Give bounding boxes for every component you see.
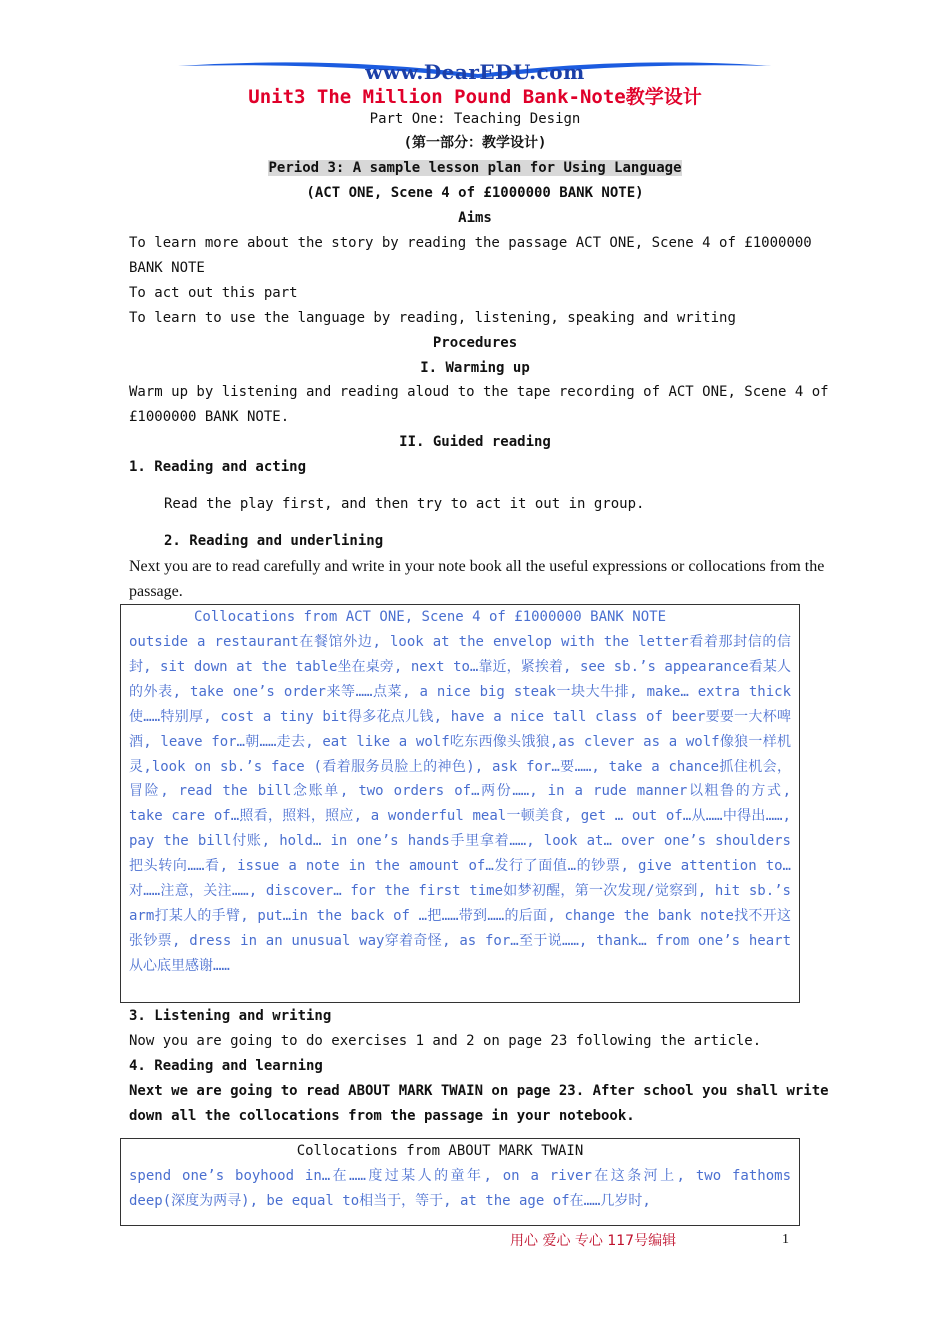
collocations-box-2 [120,1138,800,1226]
site-logo[interactable]: www.DearEDU.com [365,60,585,84]
aim-item: To learn more about the story by reading the passage ACT ONE, Scene 4 of £1000000 BANK NOTE [129,235,821,276]
box-1-title: Collocations from ACT ONE, Scene 4 of £1000000 BANK NOTE [193,609,666,625]
section-3-heading: 3. Listening and writing [129,1008,332,1024]
section-3-text: Now you are going to do exercises 1 and 2 on page 23 following the article. [129,1033,762,1049]
collocations-box-1 [120,604,800,1003]
footer-note: 用心 爱心 专心 117号编辑 [510,1233,677,1249]
box-1-body: outside a restaurant在餐馆外边, look at the envelop with the letter看着那封信的信封, sit down at the table坐在桌旁, next to…靠近，紧挨着, see sb.’s appearance看某人的外表, take one’s order来等……点菜, a nice big steak一块大牛排, make… extra thick使……特别厚, cost a tiny bit得多花点儿钱, have a nice tall class of beer要要一大杯啤酒, leave for…朝……走去, eat like a wolf吃东西像头饿狼,as clever as a wolf像狼一样机灵,look on sb.’s face (看着服务员脸上的神色), ask for…要……, take a chance抓住机会，冒险, read the bill念账单, two orders of…两份……, in a rude manner以粗鲁的方式, take care of…照看，照料，照应, a wonderful meal一顿美食, get … out of…从……中得出……, pay the bill付账, hold… in one’s hands手里拿着……, look at… over one’s shoulders把头转向……看, issue a note in the amount of…发行了面值…的钞票, give attention to…对……注意，关注……, discover… for the first time如梦初醒，第一次发现/觉察到, hit sb.’s arm打某人的手臂, put…in the back of …把……带到……的后面, change the bank note找不开这张钞票, dress in an unusual way穿着奇怪, as for…至于说……, thank… from one’s heart从心底里感谢…… [129,634,791,974]
section-4-text: Next we are going to read ABOUT MARK TWAIN on page 23. After school you shall write down all the collocations from the passage in your notebook. [129,1083,838,1124]
scene-heading: (ACT ONE, Scene 4 of £1000000 BANK NOTE) [306,185,644,201]
page-number: 1 [782,1232,789,1247]
part-heading: Part One: Teaching Design [369,111,581,127]
aims-heading: Aims [458,210,492,226]
box-2-body: spend one’s boyhood in…在……度过某人的童年, on a river在这条河上, two fathoms deep(深度为两寻), be equal to相当于，等于, at the age of在……几岁时, [129,1168,791,1209]
aim-item: To learn to use the language by reading, listening, speaking and writing [129,310,736,326]
page-title: Unit3 The Million Pound Bank-Note教学设计 [248,86,702,108]
procedures-heading: Procedures [432,335,518,351]
guided-heading: II. Guided reading [399,434,551,450]
section-4-heading: 4. Reading and learning [129,1058,323,1074]
part-heading-cn: (第一部分：教学设计) [403,135,547,151]
warming-text: Warm up by listening and reading aloud to the tape recording of ACT ONE, Scene 4 of £1000000 BANK NOTE. [129,384,838,425]
section-2-text: Next you are to read carefully and write in your note book all the useful expressions or collocations from the passage. [129,558,829,600]
box-2-title: Collocations from ABOUT MARK TWAIN [296,1143,584,1159]
section-1-text: Read the play first, and then try to act it out in group. [164,496,645,512]
period-heading: Period 3: A sample lesson plan for Using Language [268,160,682,176]
aim-item: To act out this part [129,285,298,301]
section-2-heading: 2. Reading and underlining [164,533,384,549]
section-1-heading: 1. Reading and acting [129,459,307,475]
warming-heading: I. Warming up [420,360,530,376]
